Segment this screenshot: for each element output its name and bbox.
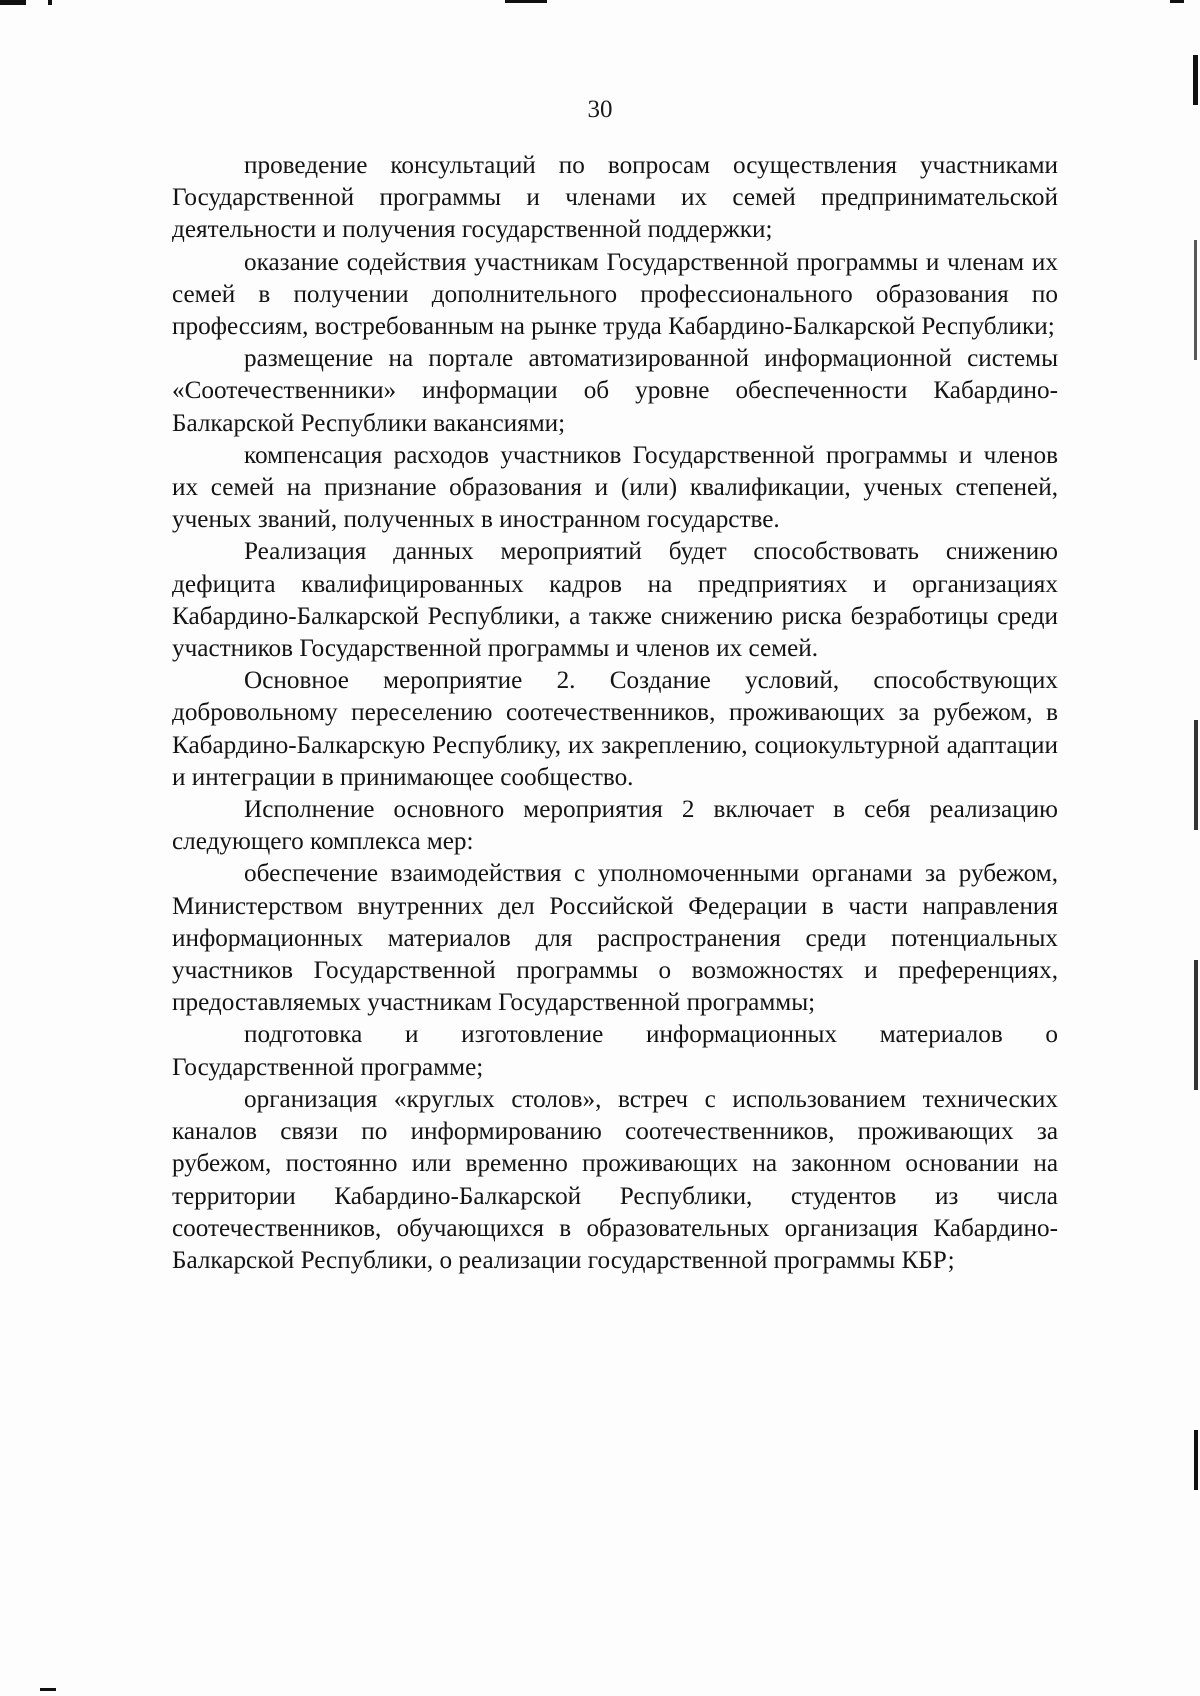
- paragraph-consultations: проведение консультаций по вопросам осуществления участниками Государственной программы и членами их семей предпринимательской деятельности и получения государственной поддержки;: [172, 152, 1058, 244]
- scan-artifact-right-edge-5: [1194, 1430, 1198, 1490]
- document-body: [172, 150, 1058, 1277]
- paragraph-portal-vacancies: размещение на портале автоматизированной информационной системы «Соотечественники» информации об уровне обеспеченности Кабардино-Балкарской Республики вакансиями;: [172, 345, 1058, 437]
- scan-artifact-right-edge-4: [1194, 960, 1198, 1090]
- scan-artifact-top-center: [505, 0, 547, 3]
- paragraph-main-activity-2: Основное мероприятие 2. Создание условий, способствующих добровольному переселению соотечественников, проживающих за рубежом, в Кабардино-Балкарскую Республику, их закреплению, социокультурной адаптации и интеграции в принимающее сообщество.: [172, 667, 1058, 791]
- scan-artifact-bottom-left: [40, 1688, 56, 1691]
- scan-artifact-top-left-dot: [48, 0, 52, 5]
- scan-artifact-right-edge-2: [1194, 240, 1197, 360]
- page-number: 30: [587, 96, 613, 123]
- paragraph-activity-2-measures: Исполнение основного мероприятия 2 включает в себя реализацию следующего комплекса мер:: [172, 796, 1058, 856]
- paragraph-round-tables: организация «круглых столов», встреч с использованием технических каналов связи по информированию соотечественников, проживающих за рубежом, постоянно или временно проживающих на законном основании на территории Кабардино-Балкарской Республики, студентов из числа соотечественников, обучающихся в образовательных организация Кабардино-Балкарской Республики, о реализации государственной программы КБР;: [172, 1085, 1058, 1274]
- paragraph-interaction: обеспечение взаимодействия с уполномоченными органами за рубежом, Министерством внутренних дел Российской Федерации в части направления информационных материалов для распространения среди потенциальных участников Государственной программы о возможностях и преференциях, предоставляемых участникам Государственной программы;: [172, 860, 1058, 1017]
- paragraph-implementation-effect: Реализация данных мероприятий будет способствовать снижению дефицита квалифицированных кадров на предприятиях и организациях Кабардино-Балкарской Республики, а также снижению риска безработицы среди участников Государственной программы и членов их семей.: [172, 538, 1058, 663]
- paragraph-compensation: компенсация расходов участников Государственной программы и членов их семей на признание образования и (или) квалификации, ученых степеней, ученых званий, полученных в иностранном государстве.: [172, 441, 1058, 534]
- scan-artifact-top-right: [1170, 0, 1184, 3]
- scan-artifact-right-edge-3: [1194, 720, 1198, 830]
- paragraph-info-materials: подготовка и изготовление информационных материалов о Государственной программе;: [172, 1021, 1058, 1081]
- paragraph-education-assistance: оказание содействия участникам Государственной программы и членам их семей в получении дополнительного профессионального образования по профессиям, востребованным на рынке труда Кабардино-Балкарской Республики;: [172, 248, 1058, 341]
- scan-artifact-top-left: [0, 0, 26, 5]
